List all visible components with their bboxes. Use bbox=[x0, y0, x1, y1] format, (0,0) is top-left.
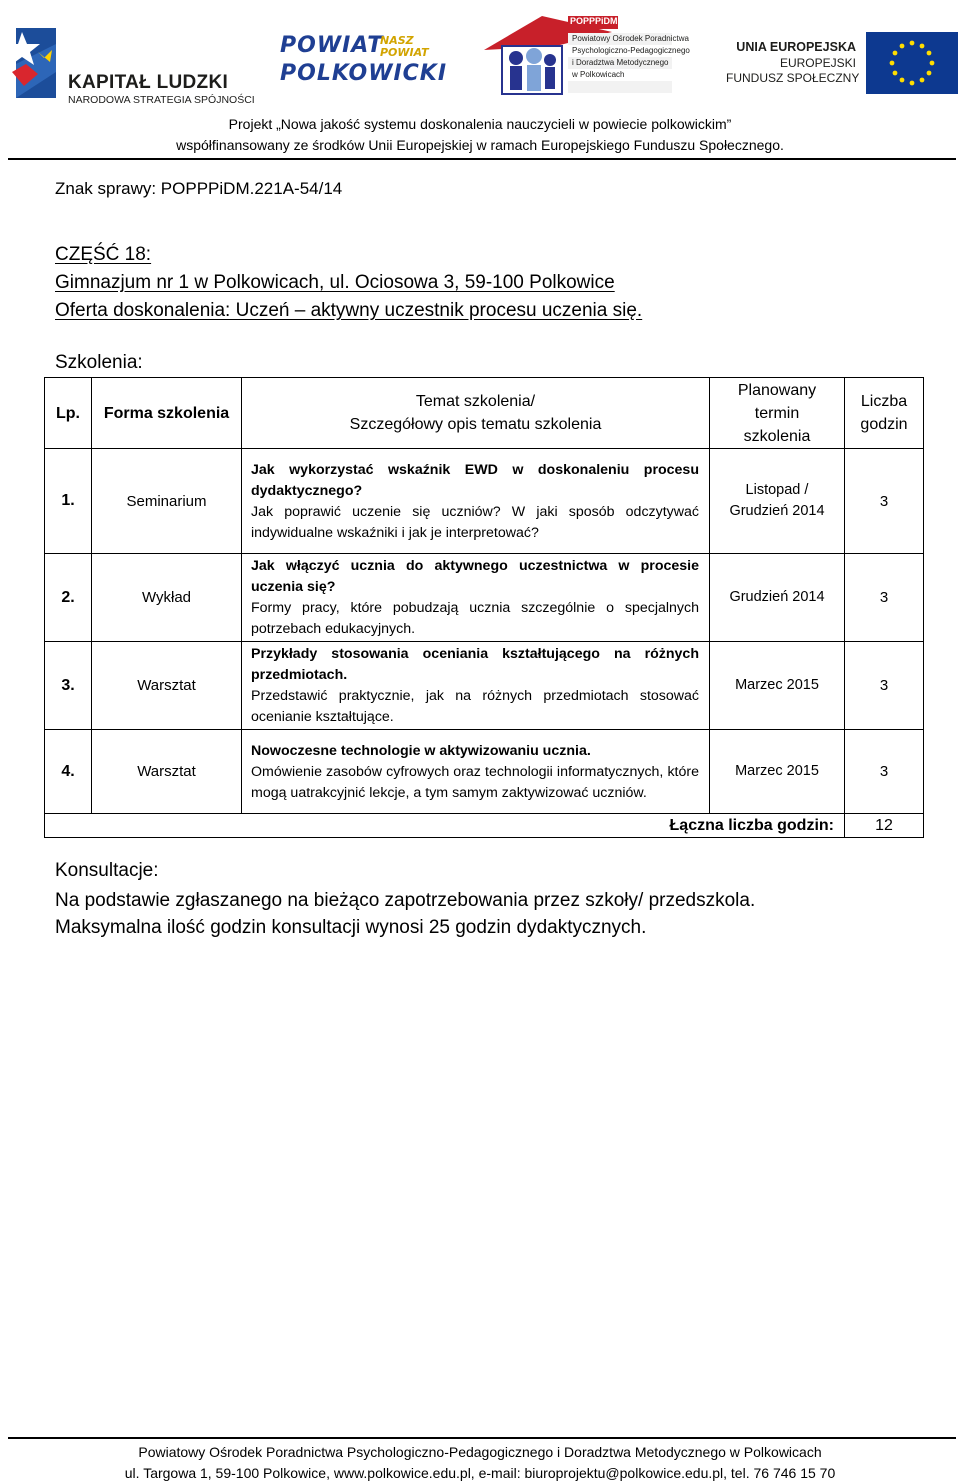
header-lp: Lp. bbox=[45, 378, 92, 449]
consultations-line2: Maksymalna ilość godzin konsultacji wynosi 25 godzin dydaktycznych. bbox=[55, 917, 647, 938]
kapital-ludzki-title: KAPITAŁ LUDZKI bbox=[68, 72, 229, 93]
header-divider bbox=[8, 158, 956, 160]
row-godziny: 3 bbox=[845, 554, 924, 642]
school-address: Gimnazjum nr 1 w Polkowicach, ul. Ociosowa 3, 59-100 Polkowice bbox=[55, 272, 615, 293]
powiat-logo-line1: POWIAT bbox=[280, 33, 384, 58]
row-termin-line1: Listopad / bbox=[745, 482, 809, 498]
header-temat-line2: Szczegółowy opis tematu szkolenia bbox=[349, 416, 602, 433]
consultations-text bbox=[55, 887, 755, 941]
offer-title: Oferta doskonalenia: Uczeń – aktywny uczestnik procesu uczenia się. bbox=[55, 300, 643, 321]
part-title: CZĘŚĆ 18: bbox=[55, 244, 152, 265]
consultations-title: Konsultacje: bbox=[55, 860, 159, 881]
eu-logo-line2: EUROPEJSKI bbox=[779, 56, 856, 70]
kapital-ludzki-logo bbox=[8, 22, 255, 106]
case-number: Znak sprawy: POPPPiDM.221A-54/14 bbox=[55, 179, 343, 198]
row-termin bbox=[710, 730, 845, 814]
eu-flag-icon bbox=[866, 32, 958, 94]
header-termin-line2: termin bbox=[754, 404, 800, 422]
project-title: Projekt „Nowa jakość systemu doskonalenia nauczycieli w powiecie polkowickim” bbox=[228, 116, 732, 132]
eu-logo-line3: FUNDUSZ SPOŁECZNY bbox=[726, 71, 860, 85]
row-forma: Wykład bbox=[92, 554, 242, 642]
footer-divider bbox=[8, 1437, 956, 1439]
header-liczba-line2: godzin bbox=[860, 416, 908, 433]
footer bbox=[0, 1442, 960, 1484]
row-termin-line1: Marzec 2015 bbox=[735, 677, 819, 693]
total-hours-value: 12 bbox=[845, 814, 924, 838]
table-row bbox=[45, 554, 924, 642]
kapital-ludzki-subtitle: NARODOWA STRATEGIA SPÓJNOŚCI bbox=[68, 94, 255, 106]
row-lp: 4. bbox=[45, 730, 92, 814]
consultations-line1: Na podstawie zgłaszanego na bieżąco zapotrzebowania przez szkoły/ przedszkola. bbox=[55, 890, 756, 911]
header-temat-line1: Temat szkolenia/ bbox=[415, 393, 536, 410]
project-info bbox=[0, 114, 960, 156]
row-temat-main: Nowoczesne technologie w aktywizowaniu ucznia. bbox=[251, 742, 591, 759]
powiat-polkowicki-logo bbox=[280, 33, 448, 91]
header-liczba-line1: Liczba bbox=[860, 393, 908, 410]
row-forma: Warsztat bbox=[92, 642, 242, 730]
eu-logo bbox=[726, 30, 958, 96]
row-temat bbox=[242, 730, 710, 814]
row-temat-detail: Przedstawić praktycznie, jak na różnych przedmiotach stosować ocenianie kształtujące. bbox=[251, 688, 699, 725]
header-liczba bbox=[845, 378, 924, 449]
popppidm-line-4: w Polkowicach bbox=[572, 70, 625, 79]
table-header-row bbox=[45, 378, 924, 449]
header-forma: Forma szkolenia bbox=[92, 378, 242, 449]
row-lp: 1. bbox=[45, 449, 92, 554]
table-row bbox=[45, 730, 924, 814]
popppidm-badge: POPPPiDM bbox=[570, 16, 618, 26]
row-temat-main: Jak wykorzystać wskaźnik EWD w doskonaleniu procesu dydaktycznego? bbox=[251, 461, 699, 499]
footer-institution: Powiatowy Ośrodek Poradnictwa Psychologiczno-Pedagogicznego i Doradztwa Metodycznego w Polkowicach bbox=[138, 1444, 822, 1460]
eu-logo-line1: UNIA EUROPEJSKA bbox=[736, 40, 856, 54]
row-temat-main: Jak włączyć ucznia do aktywnego uczestnictwa w procesie uczenia się? bbox=[251, 558, 699, 595]
header-termin-line1: Planowany bbox=[737, 381, 817, 399]
row-temat bbox=[242, 642, 710, 730]
header-termin bbox=[710, 378, 845, 449]
powiat-logo-tag2: POWIAT bbox=[380, 46, 429, 59]
table-row bbox=[45, 449, 924, 554]
row-lp: 2. bbox=[45, 554, 92, 642]
powiat-logo-line2: POLKOWICKI bbox=[280, 61, 448, 86]
footer-contact: ul. Targowa 1, 59-100 Polkowice, www.polkowice.edu.pl, e-mail: biuroprojektu@polkowice.edu.pl, tel. 76 746 15 70 bbox=[124, 1465, 836, 1481]
row-godziny: 3 bbox=[845, 642, 924, 730]
trainings-title: Szkolenia: bbox=[55, 352, 143, 373]
row-temat-detail: Omówienie zasobów cyfrowych oraz technologii informatycznych, które mogą uatrakcyjnić lekcje, a tym samym zaktywizować uczniów. bbox=[251, 763, 699, 801]
popppidm-line-3: i Doradztwa Metodycznego bbox=[572, 58, 669, 67]
row-godziny: 3 bbox=[845, 730, 924, 814]
row-temat bbox=[242, 554, 710, 642]
row-termin-line2: Grudzień 2014 bbox=[729, 503, 825, 519]
row-forma: Seminarium bbox=[92, 449, 242, 554]
table-row bbox=[45, 642, 924, 730]
row-godziny: 3 bbox=[845, 449, 924, 554]
part-heading bbox=[55, 241, 642, 325]
table-total-row bbox=[45, 814, 924, 838]
kapital-ludzki-emblem-icon bbox=[8, 22, 60, 100]
row-lp: 3. bbox=[45, 642, 92, 730]
powiat-logo-tag1: NASZ bbox=[380, 34, 414, 47]
row-termin-line1: Marzec 2015 bbox=[735, 763, 819, 779]
trainings-table bbox=[44, 377, 924, 838]
header-temat bbox=[242, 378, 710, 449]
row-termin bbox=[710, 642, 845, 730]
row-temat-main: Przykłady stosowania oceniania kształtującego na różnych przedmiotach. bbox=[251, 646, 699, 683]
popppidm-line-2: Psychologiczno-Pedagogicznego bbox=[572, 46, 690, 55]
row-termin-line1: Grudzień 2014 bbox=[729, 589, 825, 605]
row-forma: Warsztat bbox=[92, 730, 242, 814]
header-termin-line3: szkolenia bbox=[743, 427, 811, 445]
row-termin bbox=[710, 554, 845, 642]
row-temat-detail: Jak poprawić uczenie się uczniów? W jaki sposób odczytywać indywidualne wskaźniki i jak je interpretować? bbox=[251, 503, 699, 541]
row-termin bbox=[710, 449, 845, 554]
popppidm-line-1: Powiatowy Ośrodek Poradnictwa bbox=[572, 34, 689, 43]
row-temat bbox=[242, 449, 710, 554]
row-temat-detail: Formy pracy, które pobudzają ucznia szczególnie o specjalnych potrzebach edukacyjnych. bbox=[251, 600, 699, 637]
total-hours-label: Łączna liczba godzin: bbox=[45, 814, 845, 838]
project-funding: współfinansowany ze środków Unii Europejskiej w ramach Europejskiego Funduszu Społecznego. bbox=[176, 137, 784, 153]
popppidm-logo bbox=[482, 6, 690, 96]
